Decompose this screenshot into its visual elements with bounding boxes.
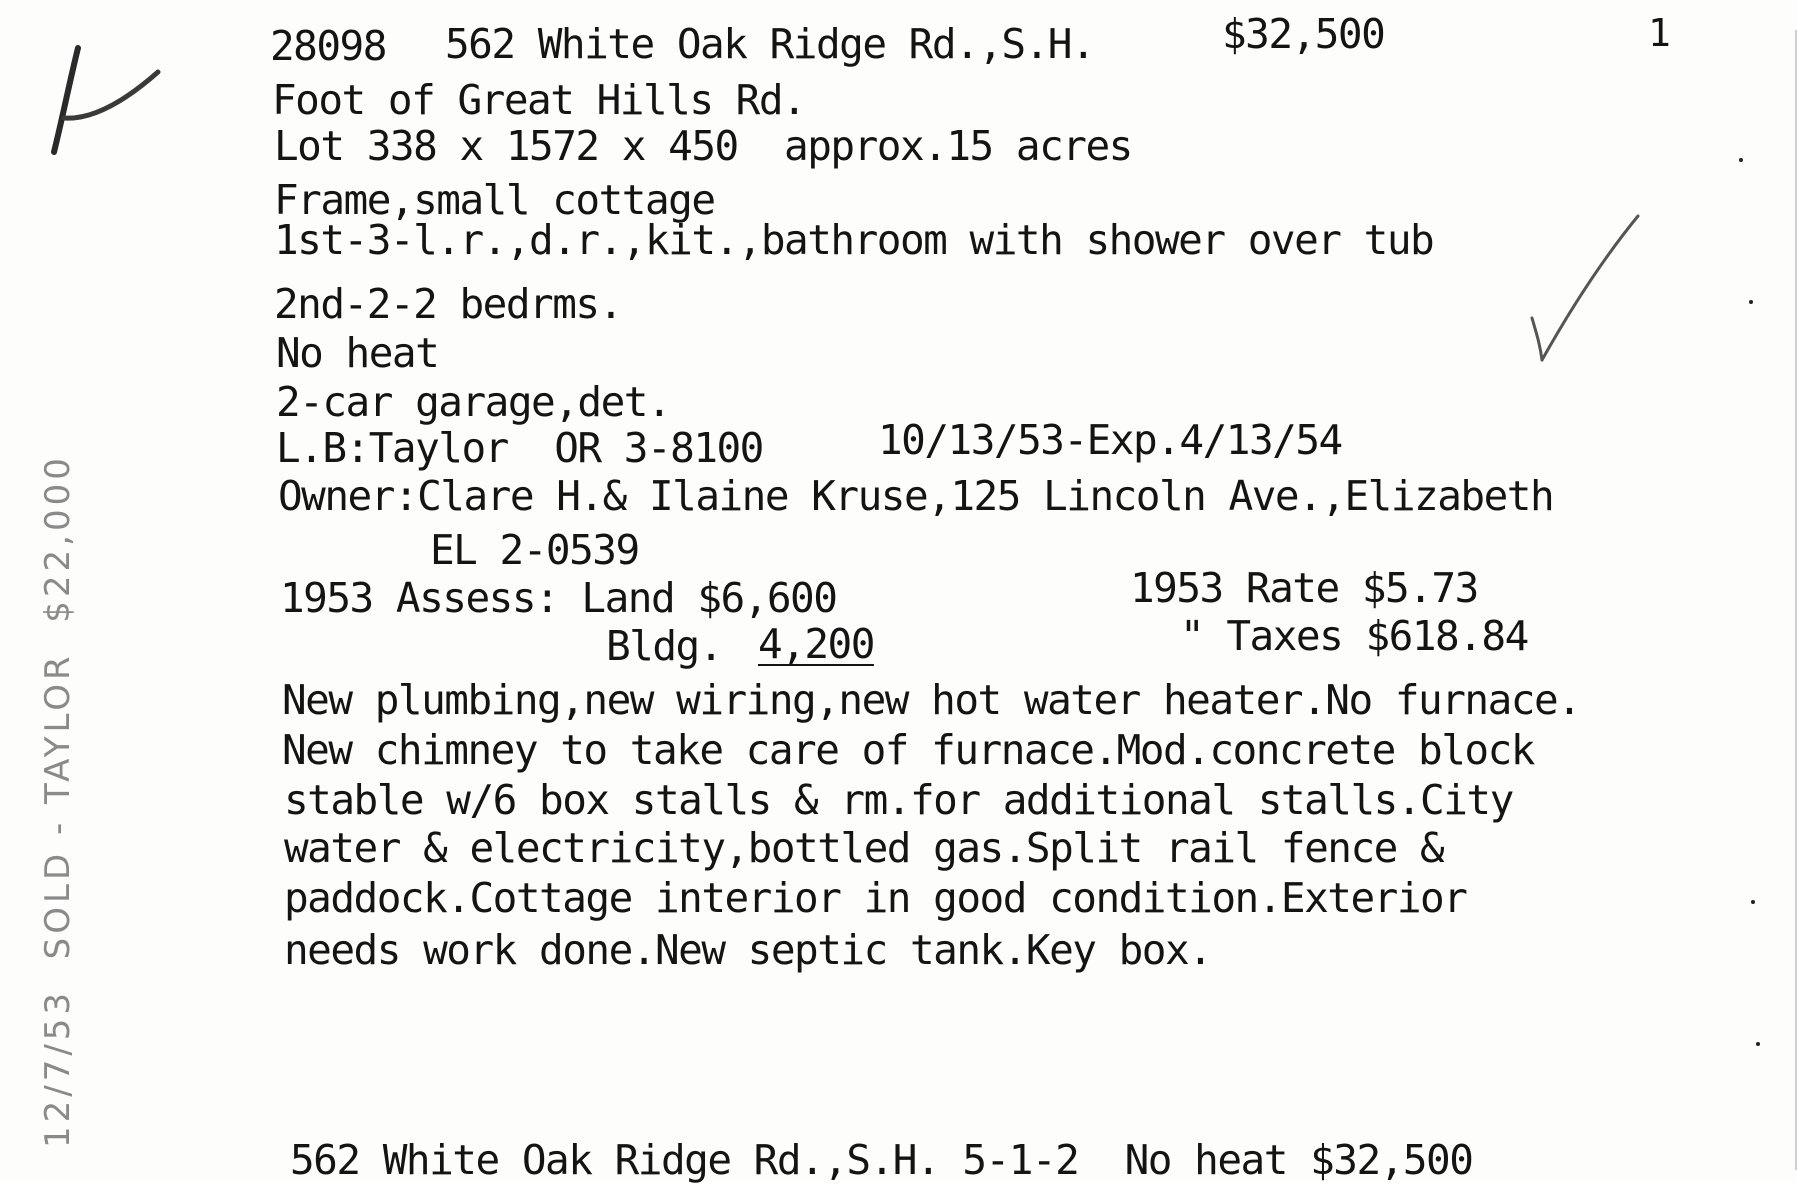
sold-stamp: 12/7/53 SOLD - TAYLOR $22,000 (38, 454, 78, 1148)
assessment-land: 1953 Assess: Land $6,600 (280, 574, 837, 622)
owner-phone: EL 2-0539 (430, 526, 639, 574)
listing-dates: 10/13/53-Exp.4/13/54 (878, 416, 1342, 464)
remarks-line: needs work done.New septic tank.Key box. (284, 926, 1212, 974)
assessment-bldg-label: Bldg. (606, 622, 722, 670)
second-floor-line: 2nd-2-2 bedrms. (274, 280, 622, 328)
check-mark-icon (1520, 210, 1650, 370)
listing-address: 562 White Oak Ridge Rd.,S.H. (445, 20, 1095, 68)
card-page-number: 1 (1648, 11, 1670, 55)
summary-line: 562 White Oak Ridge Rd.,S.H. 5-1-2 No heat $32,500 (290, 1136, 1473, 1184)
remarks-line: water & electricity,bottled gas.Split rail fence & (284, 824, 1444, 872)
taxes-amount: " Taxes $618.84 (1180, 612, 1528, 660)
listing-broker: L.B:Taylor OR 3-8100 (276, 424, 763, 472)
remarks-line: paddock.Cottage interior in good condition.Exterior (284, 874, 1467, 922)
listing-number: 28098 (270, 22, 386, 70)
listing-price: $32,500 (1222, 10, 1385, 58)
margin-dot (1751, 900, 1755, 904)
margin-dot (1739, 158, 1743, 162)
first-floor-line: 1st-3-l.r.,d.r.,kit.,bathroom with shower over tub (274, 216, 1434, 264)
remarks-line: New chimney to take care of furnace.Mod.concrete block (282, 726, 1534, 774)
margin-dot (1756, 1042, 1760, 1046)
remarks-line: New plumbing,new wiring,new hot water heater.No furnace. (282, 676, 1581, 724)
heat-line: No heat (276, 329, 439, 377)
construction-line: Frame,small cottage (274, 176, 715, 224)
assessment-bldg-value: 4,200 (758, 620, 874, 668)
lot-size-line: Lot 338 x 1572 x 450 approx.15 acres (274, 122, 1132, 170)
garage-line: 2-car garage,det. (276, 378, 671, 426)
location-line: Foot of Great Hills Rd. (272, 76, 806, 124)
handwritten-k-mark (20, 40, 170, 160)
owner-line: Owner:Clare H.& Ilaine Kruse,125 Lincoln Ave.,Elizabeth (278, 472, 1554, 520)
remarks-line: stable w/6 box stalls & rm.for additional stalls.City (284, 776, 1513, 824)
tax-rate: 1953 Rate $5.73 (1130, 564, 1478, 612)
margin-dot (1749, 300, 1753, 304)
